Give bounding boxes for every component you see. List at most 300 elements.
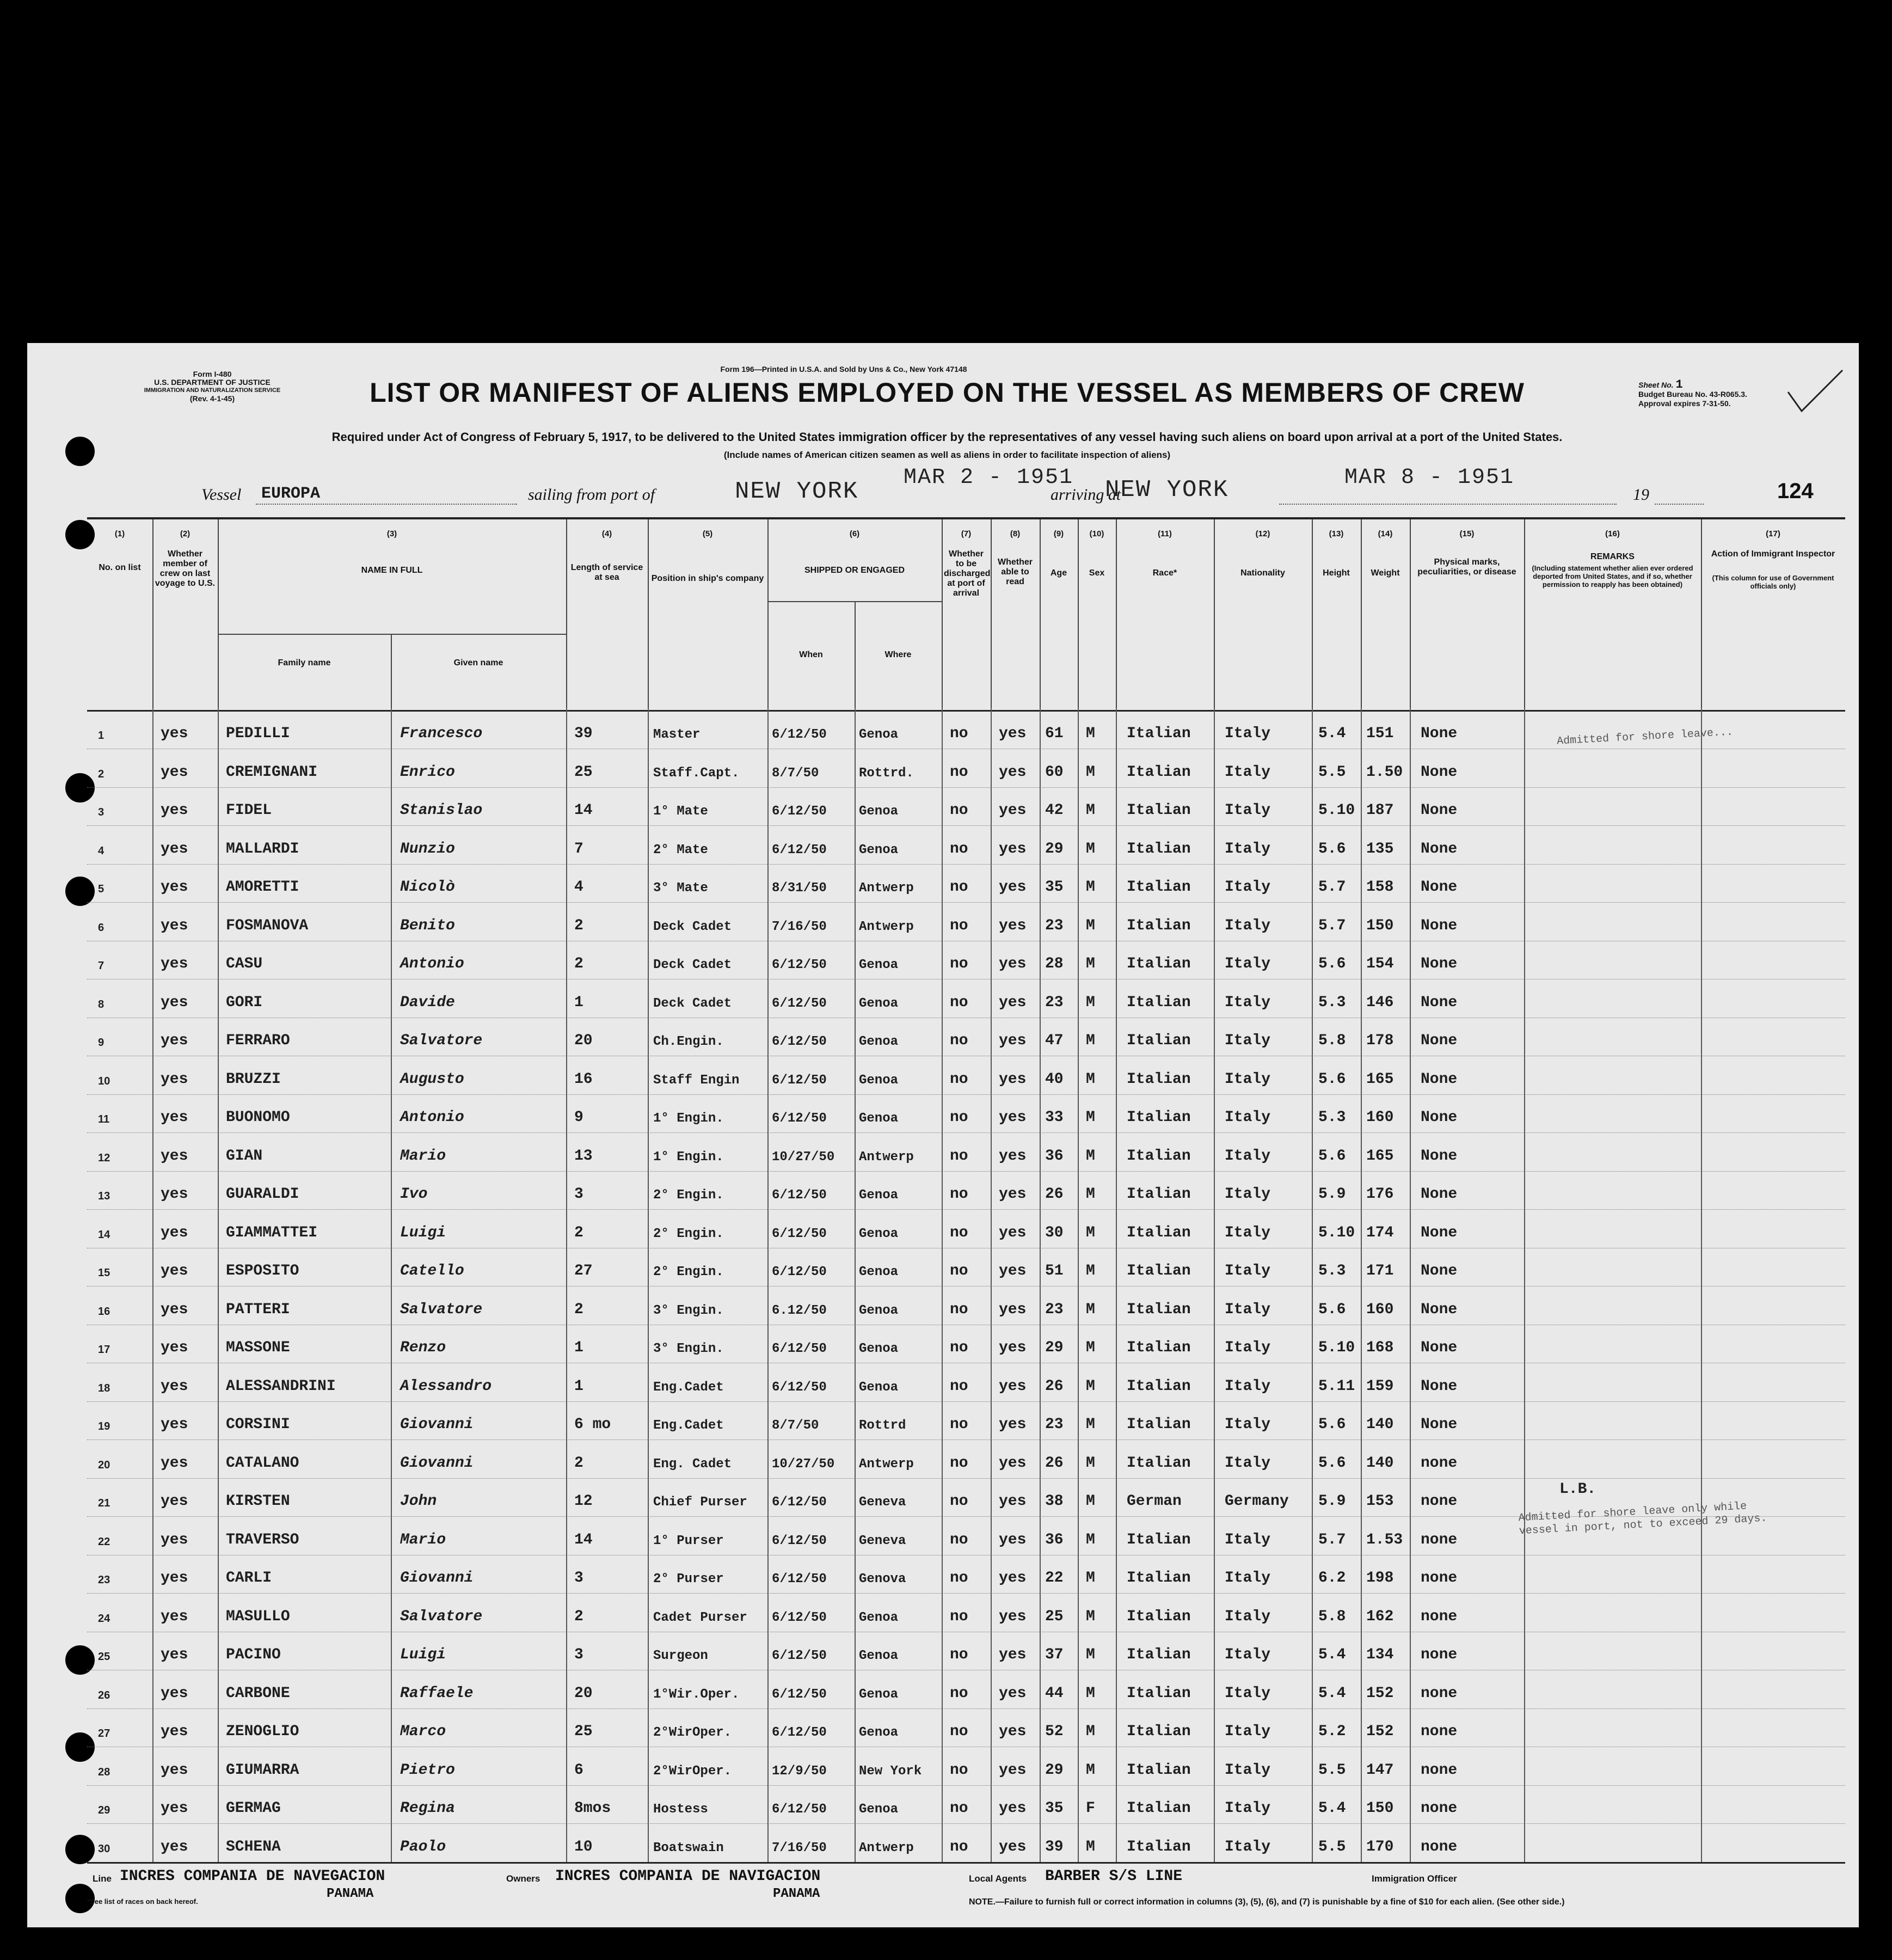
sex: M (1086, 802, 1095, 819)
weight: 150 (1366, 917, 1394, 934)
on-last-voyage: yes (161, 1032, 188, 1049)
shipped-when: 6/12/50 (772, 1495, 827, 1510)
shipped-where: Genoa (859, 727, 899, 742)
physical-marks: None (1421, 1377, 1458, 1395)
to-be-discharged: no (950, 1147, 968, 1165)
shipped-where: Genoa (859, 1802, 899, 1817)
age: 33 (1045, 1109, 1064, 1126)
include-note: (Include names of American citizen seamen as well as aliens in order to facilitate inspection of aliens) (723, 450, 1171, 460)
length-of-service: 2 (574, 1608, 583, 1625)
row-number: 2 (98, 768, 105, 780)
family-name: MASULLO (226, 1608, 290, 1625)
table-row (87, 1437, 1845, 1479)
family-name: CARLI (226, 1570, 272, 1587)
sex: M (1086, 1685, 1095, 1702)
table-row (87, 1207, 1845, 1248)
able-to-read: yes (999, 1070, 1027, 1088)
physical-marks: None (1421, 1339, 1458, 1356)
row-number: 4 (98, 844, 105, 857)
race: Italian (1127, 1723, 1191, 1740)
col-header-6: (6) SHIPPED OR ENGAGED When Where (767, 519, 943, 710)
family-name: CORSINI (226, 1416, 290, 1433)
nationality: Italy (1225, 1032, 1271, 1049)
able-to-read: yes (999, 1570, 1027, 1587)
sex: M (1086, 1454, 1095, 1472)
sailing-label: sailing from port of (528, 486, 655, 504)
race: Italian (1127, 1109, 1191, 1126)
height: 5.4 (1318, 725, 1346, 742)
on-last-voyage: yes (161, 1685, 188, 1702)
race: Italian (1127, 1761, 1191, 1779)
sex: M (1086, 1224, 1095, 1241)
col-header-11: (11) Race* (1116, 519, 1215, 710)
table-row (87, 1552, 1845, 1594)
family-name: GERMAG (226, 1800, 281, 1817)
on-last-voyage: yes (161, 1838, 188, 1855)
able-to-read: yes (999, 763, 1027, 781)
col-header-13: (13) Height (1312, 519, 1362, 710)
physical-marks: None (1421, 802, 1458, 819)
length-of-service: 27 (574, 1263, 593, 1279)
position: 2° Engin. (653, 1265, 724, 1279)
row-number: 8 (98, 998, 105, 1010)
shipped-where: Antwerp (859, 1456, 914, 1472)
position: Staff Engin (653, 1073, 740, 1088)
shipped-where: Genoa (859, 958, 899, 972)
table-row (87, 1284, 1845, 1325)
shipped-when: 6/12/50 (772, 1265, 827, 1279)
weight: 160 (1366, 1301, 1394, 1318)
row-number: 10 (98, 1075, 110, 1087)
shipped-where: Genoa (859, 1725, 899, 1740)
to-be-discharged: no (950, 1263, 968, 1279)
to-be-discharged: no (950, 1032, 968, 1049)
page-number: 124 (1777, 479, 1814, 503)
on-last-voyage: yes (161, 763, 188, 781)
nationality: Italy (1225, 1454, 1271, 1472)
sex: M (1086, 1531, 1095, 1548)
table-row (87, 1668, 1845, 1709)
weight: 168 (1366, 1339, 1394, 1356)
table-row (87, 1821, 1845, 1863)
on-last-voyage: yes (161, 1646, 188, 1663)
arriving-port: NEW YORK (1105, 476, 1229, 504)
table-row (87, 823, 1845, 865)
to-be-discharged: no (950, 994, 968, 1011)
height: 6.2 (1318, 1570, 1346, 1587)
weight: 158 (1366, 879, 1394, 896)
shipped-when: 6/12/50 (772, 958, 827, 972)
nationality: Italy (1225, 802, 1271, 819)
family-name: PACINO (226, 1646, 281, 1663)
sex: M (1086, 1646, 1095, 1663)
shipped-when: 6/12/50 (772, 1649, 827, 1663)
table-row (87, 938, 1845, 979)
sex: M (1086, 1723, 1095, 1740)
length-of-service: 2 (574, 917, 583, 934)
shipped-where: Genoa (859, 1342, 899, 1356)
given-name: Renzo (400, 1339, 446, 1356)
height: 5.8 (1318, 1608, 1346, 1625)
race: Italian (1127, 1263, 1191, 1279)
family-name-header: Family name (278, 658, 331, 667)
footer (87, 1862, 1845, 1924)
height: 5.8 (1318, 1032, 1346, 1049)
col-header-3: (3) NAME IN FULL Family name Given name (218, 519, 567, 710)
shipped-where: Genoa (859, 1687, 899, 1702)
nationality: Italy (1225, 1109, 1271, 1126)
height: 5.7 (1318, 1531, 1346, 1548)
nationality: Italy (1225, 1263, 1271, 1279)
to-be-discharged: no (950, 1416, 968, 1433)
to-be-discharged: no (950, 879, 968, 896)
to-be-discharged: no (950, 1070, 968, 1088)
sex: M (1086, 1301, 1095, 1318)
nationality: Italy (1225, 1723, 1271, 1740)
position: Deck Cadet (653, 919, 732, 934)
shipped-when: 6/12/50 (772, 727, 827, 742)
length-of-service: 12 (574, 1493, 593, 1510)
sex: M (1086, 1263, 1095, 1279)
family-name: GUARALDI (226, 1186, 299, 1203)
position: Hostess (653, 1802, 708, 1817)
table-row (87, 1054, 1845, 1095)
shipped-when: 6/12/50 (772, 1380, 827, 1395)
shipped-when: 6/12/50 (772, 842, 827, 857)
able-to-read: yes (999, 1608, 1027, 1625)
on-last-voyage: yes (161, 1493, 188, 1510)
family-name: CARBONE (226, 1685, 290, 1702)
manifest-sheet (27, 343, 1859, 1927)
shipped-where: Rottrd (859, 1418, 906, 1433)
physical-marks: None (1421, 1301, 1458, 1318)
race: Italian (1127, 763, 1191, 781)
to-be-discharged: no (950, 1531, 968, 1548)
given-name: Davide (400, 994, 455, 1011)
nationality: Italy (1225, 725, 1271, 742)
col-header-5: (5) Position in ship's company (648, 519, 769, 710)
to-be-discharged: no (950, 1301, 968, 1318)
weight: 140 (1366, 1416, 1394, 1433)
position: 3° Mate (653, 881, 708, 896)
length-of-service: 2 (574, 1224, 583, 1241)
shipped-when: 6/12/50 (772, 1610, 827, 1625)
physical-marks: None (1421, 994, 1458, 1011)
on-last-voyage: yes (161, 1570, 188, 1587)
table-row (87, 1744, 1845, 1786)
height: 5.6 (1318, 1416, 1346, 1433)
weight: 151 (1366, 725, 1394, 742)
length-of-service: 6 (574, 1761, 583, 1779)
revision: (Rev. 4-1-45) (189, 394, 235, 403)
col-header-12: (12) Nationality (1214, 519, 1313, 710)
row-number: 19 (98, 1420, 110, 1432)
age: 29 (1045, 840, 1064, 857)
arriving-date: MAR 8 - 1951 (1344, 465, 1515, 490)
sheet-number: 1 (1675, 378, 1683, 391)
physical-marks: none (1421, 1608, 1458, 1625)
given-name: Nunzio (400, 840, 455, 857)
physical-marks: None (1421, 840, 1458, 857)
able-to-read: yes (999, 917, 1027, 934)
weight: 165 (1366, 1147, 1394, 1165)
col-header-17: (17) Action of Immigrant Inspector (This column for use of Government officials only) (1711, 529, 1835, 590)
row-number: 18 (98, 1382, 110, 1394)
table-row (87, 785, 1845, 826)
able-to-read: yes (999, 725, 1027, 742)
physical-marks: None (1421, 917, 1458, 934)
age: 40 (1045, 1070, 1064, 1088)
position: Boatswain (653, 1840, 724, 1855)
height: 5.6 (1318, 1147, 1346, 1165)
to-be-discharged: no (950, 1838, 968, 1855)
on-last-voyage: yes (161, 879, 188, 896)
able-to-read: yes (999, 955, 1027, 972)
remark-row-22: Admitted for shore leave only while vessel in port, not to exceed 29 days. (1518, 1500, 1767, 1538)
line-value: INCRES COMPANIA DE NAVEGACION (120, 1868, 385, 1885)
nationality: Italy (1225, 1608, 1271, 1625)
able-to-read: yes (999, 1493, 1027, 1510)
given-name: Luigi (400, 1646, 446, 1663)
length-of-service: 20 (574, 1685, 593, 1702)
weight: 153 (1366, 1493, 1394, 1510)
officer-label: Immigration Officer (1372, 1873, 1457, 1884)
length-of-service: 10 (574, 1838, 593, 1855)
row-number: 16 (98, 1305, 110, 1318)
given-name: Marco (400, 1723, 446, 1740)
table-row (87, 977, 1845, 1018)
row-number: 14 (98, 1228, 110, 1241)
height: 5.4 (1318, 1685, 1346, 1702)
length-of-service: 3 (574, 1646, 583, 1663)
height: 5.6 (1318, 1301, 1346, 1318)
height: 5.7 (1318, 917, 1346, 934)
physical-marks: none (1421, 1800, 1458, 1817)
age: 37 (1045, 1646, 1064, 1663)
shipped-when: 6/12/50 (772, 1533, 827, 1548)
length-of-service: 3 (574, 1570, 583, 1587)
position: 2°WirOper. (653, 1763, 732, 1779)
table-row (87, 861, 1845, 903)
given-name: Antonio (400, 955, 464, 972)
age: 52 (1045, 1723, 1064, 1740)
sailing-port: NEW YORK (735, 478, 859, 505)
on-last-voyage: yes (161, 917, 188, 934)
vessel-name: EUROPA (261, 485, 321, 503)
age: 30 (1045, 1224, 1064, 1241)
row-number: 13 (98, 1190, 110, 1202)
table-row (87, 1092, 1845, 1133)
on-last-voyage: yes (161, 1263, 188, 1279)
shipped-when: 12/9/50 (772, 1763, 827, 1779)
race: Italian (1127, 1531, 1191, 1548)
table-row (87, 1361, 1845, 1402)
height: 5.10 (1318, 1339, 1355, 1356)
physical-marks: None (1421, 955, 1458, 972)
position: Deck Cadet (653, 996, 732, 1011)
able-to-read: yes (999, 1454, 1027, 1472)
shipped-where: Genoa (859, 1380, 899, 1395)
age: 25 (1045, 1608, 1064, 1625)
row-number: 17 (98, 1344, 110, 1356)
sex: M (1086, 840, 1095, 857)
race: Italian (1127, 1377, 1191, 1395)
shipped-when: 6/12/50 (772, 1111, 827, 1126)
position: 1°Wir.Oper. (653, 1687, 740, 1702)
height: 5.9 (1318, 1186, 1346, 1203)
physical-marks: None (1421, 1070, 1458, 1088)
weight: 170 (1366, 1838, 1394, 1855)
weight: 198 (1366, 1570, 1394, 1587)
to-be-discharged: no (950, 1493, 968, 1510)
shipped-where: Antwerp (859, 919, 914, 934)
sex: M (1086, 1570, 1095, 1587)
position: Eng. Cadet (653, 1456, 732, 1472)
given-name: Salvatore (400, 1608, 483, 1625)
given-name: Stanislao (400, 802, 483, 819)
col-header-1: (1) No. on list (87, 519, 153, 710)
col-header-8: (8) Whether able to read (991, 519, 1041, 710)
on-last-voyage: yes (161, 1723, 188, 1740)
able-to-read: yes (999, 1147, 1027, 1165)
physical-marks: none (1421, 1570, 1458, 1587)
when-header: When (799, 650, 823, 659)
nationality: Italy (1225, 1070, 1271, 1088)
arriving-label: arriving at (1051, 486, 1121, 504)
nationality: Italy (1225, 1186, 1271, 1203)
age: 36 (1045, 1531, 1064, 1548)
given-name: Salvatore (400, 1032, 483, 1049)
height: 5.5 (1318, 1761, 1346, 1779)
shipped-when: 6/12/50 (772, 1073, 827, 1088)
given-name: Giovanni (400, 1454, 474, 1472)
table-row (87, 1706, 1845, 1747)
remark-row-1: Admitted for shore leave... (1556, 726, 1734, 748)
on-last-voyage: yes (161, 1147, 188, 1165)
to-be-discharged: no (950, 1339, 968, 1356)
given-name: John (400, 1493, 437, 1510)
position: 3° Engin. (653, 1342, 724, 1356)
on-last-voyage: yes (161, 802, 188, 819)
weight: 160 (1366, 1109, 1394, 1126)
table-row (87, 1399, 1845, 1440)
shipped-where: Genoa (859, 1265, 899, 1279)
family-name: CASU (226, 955, 263, 972)
on-last-voyage: yes (161, 1761, 188, 1779)
shipped-when: 6/12/50 (772, 1687, 827, 1702)
race: Italian (1127, 1646, 1191, 1663)
age: 29 (1045, 1761, 1064, 1779)
height: 5.5 (1318, 763, 1346, 781)
table-row (87, 1245, 1845, 1287)
given-name: Paolo (400, 1838, 446, 1855)
given-name: Mario (400, 1531, 446, 1548)
nationality: Italy (1225, 1301, 1271, 1318)
able-to-read: yes (999, 1032, 1027, 1049)
shipped-when: 6/12/50 (772, 1034, 827, 1049)
on-last-voyage: yes (161, 1224, 188, 1241)
age: 51 (1045, 1263, 1064, 1279)
shipped-where: Genova (859, 1572, 906, 1587)
given-name: Catello (400, 1263, 464, 1279)
to-be-discharged: no (950, 840, 968, 857)
length-of-service: 2 (574, 1301, 583, 1318)
length-of-service: 2 (574, 1454, 583, 1472)
length-of-service: 1 (574, 1377, 583, 1395)
race: Italian (1127, 1800, 1191, 1817)
shipped-when: 7/16/50 (772, 919, 827, 934)
length-of-service: 25 (574, 1723, 593, 1740)
to-be-discharged: no (950, 1646, 968, 1663)
nationality: Italy (1225, 879, 1271, 896)
physical-marks: none (1421, 1493, 1458, 1510)
weight: 146 (1366, 994, 1394, 1011)
on-last-voyage: yes (161, 1800, 188, 1817)
race: Italian (1127, 1339, 1191, 1356)
position: Surgeon (653, 1649, 708, 1663)
shipped-where: Genoa (859, 996, 899, 1011)
sex: M (1086, 1377, 1095, 1395)
physical-marks: None (1421, 1109, 1458, 1126)
height: 5.3 (1318, 994, 1346, 1011)
to-be-discharged: no (950, 1570, 968, 1587)
race: Italian (1127, 1838, 1191, 1855)
sex: M (1086, 1109, 1095, 1126)
position: 2° Purser (653, 1572, 724, 1587)
race: Italian (1127, 1301, 1191, 1318)
table-row (87, 1783, 1845, 1824)
to-be-discharged: no (950, 1186, 968, 1203)
weight: 150 (1366, 1800, 1394, 1817)
weight: 171 (1366, 1263, 1394, 1279)
nationality: Italy (1225, 917, 1271, 934)
physical-marks: none (1421, 1723, 1458, 1740)
nationality: Italy (1225, 1761, 1271, 1779)
shipped-when: 8/7/50 (772, 765, 819, 781)
weight: 165 (1366, 1070, 1394, 1088)
nationality: Italy (1225, 1416, 1271, 1433)
shipped-where: Genoa (859, 1034, 899, 1049)
height: 5.5 (1318, 1838, 1346, 1855)
age: 47 (1045, 1032, 1064, 1049)
able-to-read: yes (999, 1761, 1027, 1779)
family-name: FERRARO (226, 1032, 290, 1049)
physical-marks: None (1421, 1416, 1458, 1433)
on-last-voyage: yes (161, 1454, 188, 1472)
row-number: 9 (98, 1037, 105, 1049)
row-number: 1 (98, 730, 105, 742)
sex: M (1086, 1070, 1095, 1088)
to-be-discharged: no (950, 725, 968, 742)
sex: M (1086, 1493, 1095, 1510)
position: 1° Mate (653, 804, 708, 819)
physical-marks: none (1421, 1531, 1458, 1548)
age: 28 (1045, 955, 1064, 972)
physical-marks: None (1421, 725, 1458, 742)
row-number: 27 (98, 1728, 110, 1739)
form-number: Form I-480 (193, 370, 232, 378)
age: 42 (1045, 802, 1064, 819)
on-last-voyage: yes (161, 994, 188, 1011)
height: 5.6 (1318, 1454, 1346, 1472)
given-name: Regina (400, 1800, 455, 1817)
able-to-read: yes (999, 1531, 1027, 1548)
height: 5.3 (1318, 1263, 1346, 1279)
col-header-15: (15) Physical marks, peculiarities, or disease (1410, 519, 1525, 710)
to-be-discharged: no (950, 802, 968, 819)
age: 26 (1045, 1377, 1064, 1395)
col-header-10: (10) Sex (1078, 519, 1117, 710)
